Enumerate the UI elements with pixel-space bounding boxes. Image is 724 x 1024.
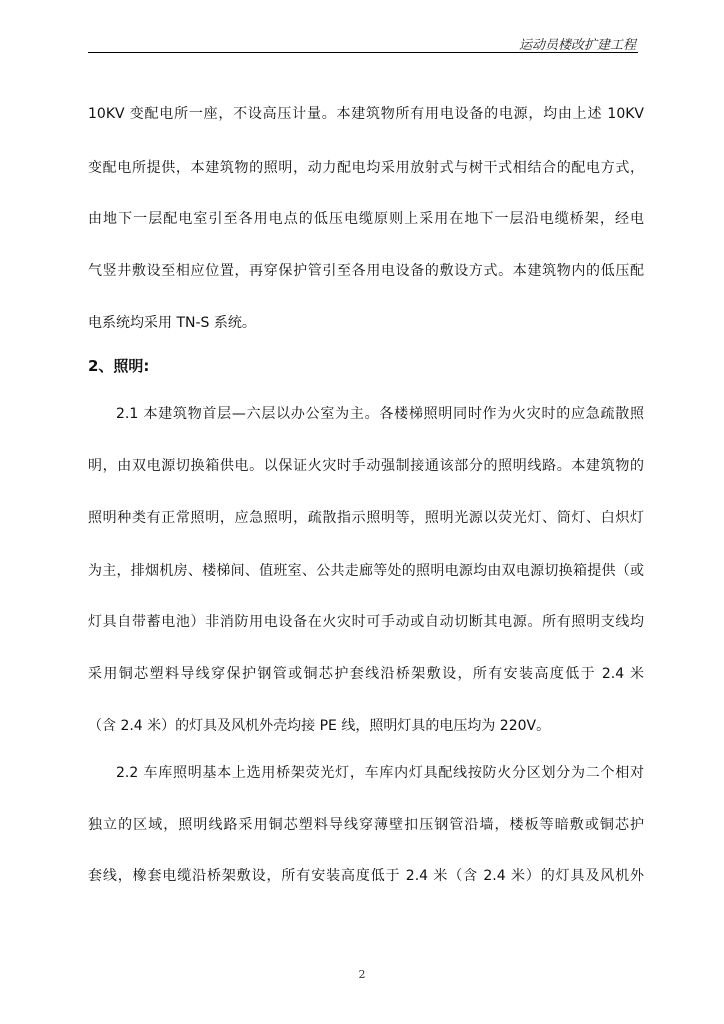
paragraph-line: 2.2 车库照明基本上选用桥架荧光灯，车库内灯具配线按防火分区划分为二个相对 xyxy=(116,765,644,781)
page-number: 2 xyxy=(358,968,366,981)
paragraph-line: 气竖井敷设至相应位置，再穿保护管引至各用电设备的敷设方式。本建筑物内的低压配 xyxy=(88,263,644,279)
paragraph-line: 10KV 变配电所一座，不设高压计量。本建筑物所有用电设备的电源，均由上述 10KV xyxy=(88,106,644,122)
paragraph-line: 灯具自带蓄电池）非消防用电设备在火灾时可手动或自动切断其电源。所有照明支线均 xyxy=(88,614,644,630)
paragraph-line: 由地下一层配电室引至各用电点的低压电缆原则上采用在地下一层沿电缆桥架，经电 xyxy=(88,211,644,227)
paragraph-line: 套线，橡套电缆沿桥架敷设，所有安装高度低于 2.4 米（含 2.4 米）的灯具及风机外 xyxy=(88,868,644,884)
paragraph-line: 变配电所提供，本建筑物的照明，动力配电均采用放射式与树干式相结合的配电方式， xyxy=(88,160,644,176)
paragraph-line: 照明种类有正常照明，应急照明，疏散指示照明等，照明光源以荧光灯、筒灯、白炽灯 xyxy=(88,510,644,526)
paragraph-line: 为主，排烟机房、楼梯间、值班室、公共走廊等处的照明电源均由双电源切换箱提供（或 xyxy=(88,563,644,579)
paragraph-line: 采用铜芯塑料导线穿保护钢管或铜芯护套线沿桥架敷设，所有安装高度低于 2.4 米 xyxy=(88,666,644,682)
paragraph-line: 电系统均采用 TN-S 系统。 xyxy=(88,315,256,331)
section-heading: 2、照明: xyxy=(88,357,150,375)
header-title: 运动员楼改扩建工程 xyxy=(518,38,636,53)
paragraph-line: （含 2.4 米）的灯具及风机外壳均接 PE 线，照明灯具的电压均为 220V。 xyxy=(88,718,551,734)
paragraph-line: 明，由双电源切换箱供电。以保证火灾时手动强制接通该部分的照明线路。本建筑物的 xyxy=(88,458,644,474)
page-header xyxy=(88,34,638,53)
paragraph-line: 独立的区域，照明线路采用铜芯塑料导线穿薄壁扣压钢管沿墙，楼板等暗敷或铜芯护 xyxy=(88,817,644,833)
paragraph-line: 2.1 本建筑物首层—六层以办公室为主。各楼梯照明同时作为火灾时的应急疏散照 xyxy=(116,406,644,422)
